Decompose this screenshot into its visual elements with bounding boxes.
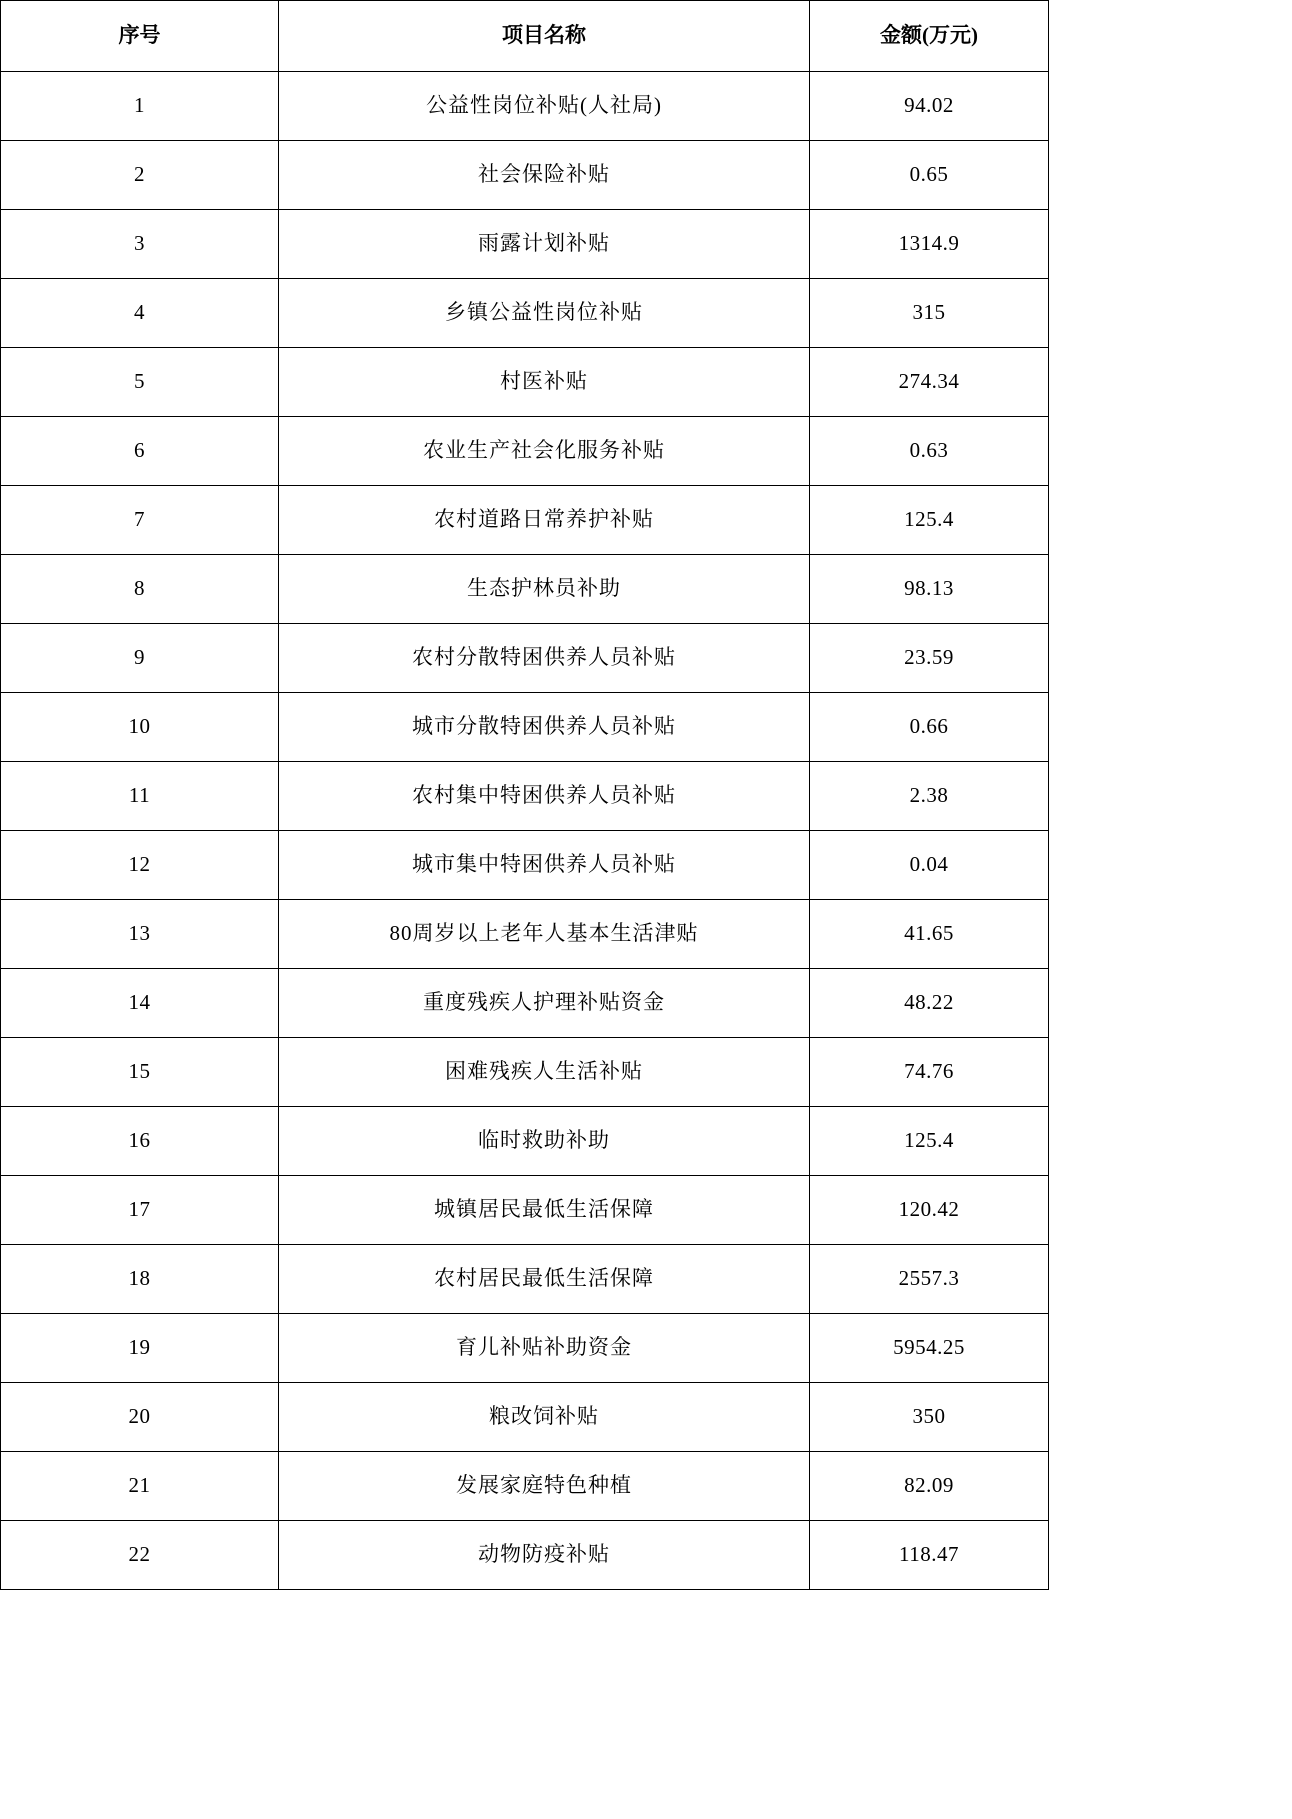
cell-no: 11 (1, 762, 279, 831)
cell-amount: 350 (810, 1383, 1049, 1452)
table-row (1, 486, 1049, 555)
cell-no: 22 (1, 1521, 279, 1590)
table-row (1, 969, 1049, 1038)
table-row (1, 1176, 1049, 1245)
cell-amount: 5954.25 (810, 1314, 1049, 1383)
table-row (1, 1452, 1049, 1521)
cell-project-name: 城市分散特困供养人员补贴 (279, 693, 810, 762)
table-row (1, 348, 1049, 417)
table-row (1, 210, 1049, 279)
table-row (1, 900, 1049, 969)
cell-no: 13 (1, 900, 279, 969)
table-row (1, 1314, 1049, 1383)
cell-amount: 120.42 (810, 1176, 1049, 1245)
cell-project-name: 村医补贴 (279, 348, 810, 417)
cell-amount: 315 (810, 279, 1049, 348)
cell-amount: 125.4 (810, 1107, 1049, 1176)
cell-amount: 94.02 (810, 72, 1049, 141)
cell-no: 5 (1, 348, 279, 417)
table-row (1, 1107, 1049, 1176)
table-row (1, 1521, 1049, 1590)
table-row (1, 555, 1049, 624)
table-row (1, 624, 1049, 693)
cell-amount: 2557.3 (810, 1245, 1049, 1314)
cell-amount: 0.66 (810, 693, 1049, 762)
cell-amount: 82.09 (810, 1452, 1049, 1521)
column-header-no: 序号 (1, 1, 279, 72)
cell-no: 7 (1, 486, 279, 555)
cell-project-name: 动物防疫补贴 (279, 1521, 810, 1590)
cell-no: 6 (1, 417, 279, 486)
cell-amount: 0.63 (810, 417, 1049, 486)
cell-project-name: 农村分散特困供养人员补贴 (279, 624, 810, 693)
table-row (1, 279, 1049, 348)
cell-project-name: 重度残疾人护理补贴资金 (279, 969, 810, 1038)
cell-no: 1 (1, 72, 279, 141)
cell-project-name: 农村道路日常养护补贴 (279, 486, 810, 555)
column-header-name: 项目名称 (279, 1, 810, 72)
cell-project-name: 农村集中特困供养人员补贴 (279, 762, 810, 831)
column-header-amount: 金额(万元) (810, 1, 1049, 72)
cell-project-name: 农业生产社会化服务补贴 (279, 417, 810, 486)
cell-amount: 274.34 (810, 348, 1049, 417)
table-body (1, 72, 1049, 1590)
cell-no: 21 (1, 1452, 279, 1521)
cell-amount: 23.59 (810, 624, 1049, 693)
cell-project-name: 雨露计划补贴 (279, 210, 810, 279)
cell-project-name: 临时救助补助 (279, 1107, 810, 1176)
cell-project-name: 城镇居民最低生活保障 (279, 1176, 810, 1245)
cell-no: 12 (1, 831, 279, 900)
cell-no: 15 (1, 1038, 279, 1107)
cell-project-name: 乡镇公益性岗位补贴 (279, 279, 810, 348)
cell-project-name: 农村居民最低生活保障 (279, 1245, 810, 1314)
cell-project-name: 育儿补贴补助资金 (279, 1314, 810, 1383)
table-row (1, 1383, 1049, 1452)
cell-amount: 0.04 (810, 831, 1049, 900)
cell-amount: 98.13 (810, 555, 1049, 624)
cell-project-name: 发展家庭特色种植 (279, 1452, 810, 1521)
cell-amount: 118.47 (810, 1521, 1049, 1590)
cell-no: 20 (1, 1383, 279, 1452)
cell-no: 9 (1, 624, 279, 693)
table-row (1, 141, 1049, 210)
table-row (1, 831, 1049, 900)
cell-no: 16 (1, 1107, 279, 1176)
cell-no: 4 (1, 279, 279, 348)
table-row (1, 1245, 1049, 1314)
cell-no: 10 (1, 693, 279, 762)
table-header (1, 1, 1049, 72)
cell-amount: 74.76 (810, 1038, 1049, 1107)
cell-no: 19 (1, 1314, 279, 1383)
cell-project-name: 80周岁以上老年人基本生活津贴 (279, 900, 810, 969)
table-row (1, 693, 1049, 762)
cell-project-name: 粮改饲补贴 (279, 1383, 810, 1452)
cell-project-name: 社会保险补贴 (279, 141, 810, 210)
cell-amount: 1314.9 (810, 210, 1049, 279)
cell-no: 14 (1, 969, 279, 1038)
cell-amount: 2.38 (810, 762, 1049, 831)
cell-amount: 41.65 (810, 900, 1049, 969)
table-row (1, 1038, 1049, 1107)
table-header-row (1, 1, 1049, 72)
cell-no: 2 (1, 141, 279, 210)
cell-project-name: 困难残疾人生活补贴 (279, 1038, 810, 1107)
cell-amount: 125.4 (810, 486, 1049, 555)
cell-project-name: 公益性岗位补贴(人社局) (279, 72, 810, 141)
table-row (1, 72, 1049, 141)
table-row (1, 762, 1049, 831)
cell-no: 17 (1, 1176, 279, 1245)
cell-amount: 48.22 (810, 969, 1049, 1038)
cell-no: 3 (1, 210, 279, 279)
cell-project-name: 生态护林员补助 (279, 555, 810, 624)
cell-project-name: 城市集中特困供养人员补贴 (279, 831, 810, 900)
cell-no: 18 (1, 1245, 279, 1314)
table-row (1, 417, 1049, 486)
cell-no: 8 (1, 555, 279, 624)
cell-amount: 0.65 (810, 141, 1049, 210)
